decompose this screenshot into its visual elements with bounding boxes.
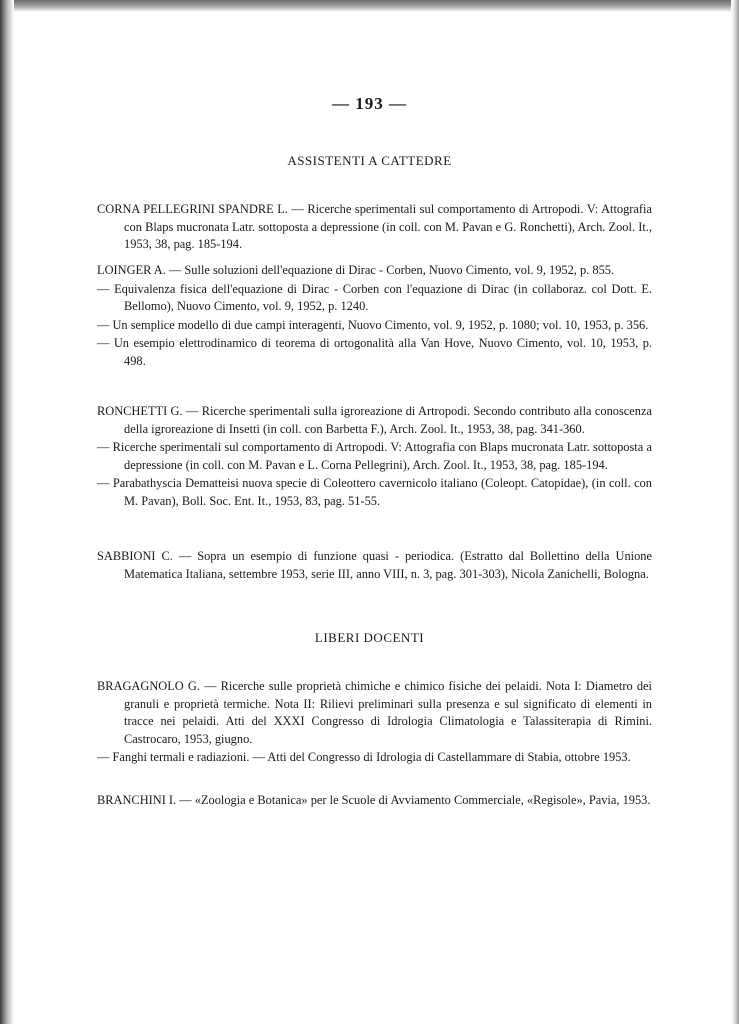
author-block-bragagnolo: [97, 678, 652, 767]
author-block-ronchetti: [97, 403, 652, 510]
author-block-corna-pellegrini: [97, 201, 652, 254]
bibliography-entry: LOINGER A. — Sulle soluzioni dell'equazione di Dirac - Corben, Nuovo Cimento, vol. 9, 1952, p. 855.: [97, 263, 615, 277]
scan-shadow-top: [0, 0, 739, 12]
bibliography-entry: — Un esempio elettrodinamico di teorema di ortogonalità alla Van Hove, Nuovo Cimento, vol. 10, 1953, p. 498.: [97, 336, 652, 368]
bibliography-entry: SABBIONI C. — Sopra un esempio di funzione quasi - periodica. (Estratto dal Bollettino della Unione Matematica Italiana, settembre 1953, serie III, anno VIII, n. 3, pag. 301-303), Nicola Zanichelli, Bologna.: [97, 549, 652, 581]
bibliography-entry: — Equivalenza fisica dell'equazione di Dirac - Corben con l'equazione di Dirac (in collaboraz. col Dott. E. Bellomo), Nuovo Cimento, vol. 9, 1952, p. 1240.: [97, 281, 652, 313]
bibliography-entry: — Parabathyscia Dematteisi nuova specie di Coleottero cavernicolo italiano (Coleopt. Catopidae), (in coll. con M. Pavan), Boll. Soc. Ent. It., 1953, 83, pag. 51-55.: [97, 476, 652, 508]
bibliography-entry: — Fanghi termali e radiazioni. — Atti del Congresso di Idrologia di Castellammare di Stabia, ottobre 1953.: [97, 750, 631, 764]
bibliography-entry: CORNA PELLEGRINI SPANDRE L. — Ricerche sperimentali sul comportamento di Artropodi. V: Attografia con Blaps mucronata Latr. sottoposta a depressione (in coll. con M. Pavan e G. Ronchetti), Arch. Zool. It., 1953, 38, pag. 185-194.: [97, 202, 652, 251]
bibliography-entry: BRANCHINI I. — «Zoologia e Botanica» per le Scuole di Avviamento Commerciale, «Regisole», Pavia, 1953.: [97, 793, 651, 807]
bibliography-entry: — Un semplice modello di due campi interagenti, Nuovo Cimento, vol. 9, 1952, p. 1080; vol. 10, 1953, p. 356.: [97, 317, 649, 332]
bibliography-entry: — Ricerche sperimentali sul comportamento di Artropodi. V: Attografia con Blaps mucronata Latr. sottoposta a depressione (in coll. con M. Pavan e L. Corna Pellegrini), Arch. Zool. It., 1953, 38, pag. 185-194.: [97, 440, 652, 472]
author-block-sabbioni: [97, 548, 652, 583]
bibliography-entry: RONCHETTI G. — Ricerche sperimentali sulla igroreazione di Artropodi. Secondo contributo alla conoscenza della igroreazione di Insetti (in coll. con Barbetta F.), Arch. Zool. It., 1953, 38, pag. 341-360.: [97, 404, 652, 436]
bibliography-entry: BRAGAGNOLO G. — Ricerche sulle proprietà chimiche e chimico fisiche dei pelaidi. Nota I: Diametro dei granuli e proprietà termiche. Nota II: Rilievi preliminari sulla presenza e sul significato di elementi in tracce nei pelaidi. Atti del XXXI Congresso di Idrologia Climatologia e Talassiterapia di Rimini. Castrocaro, 1953, giugno.: [97, 679, 652, 746]
page-number: — 193 —: [332, 94, 407, 113]
section-title-assistenti: ASSISTENTI A CATTEDRE: [287, 153, 452, 168]
author-block-loinger: [97, 262, 652, 370]
author-block-branchini: [97, 792, 652, 810]
section-title-liberi-docenti: LIBERI DOCENTI: [314, 630, 425, 645]
